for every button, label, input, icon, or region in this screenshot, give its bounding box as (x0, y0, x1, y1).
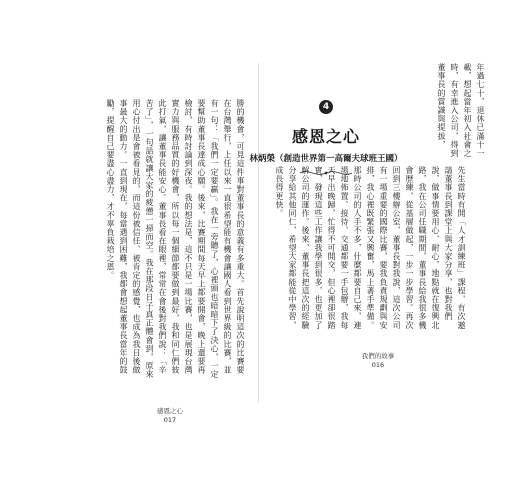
right-page-opening-text: 年過七十，退休已滿十一載，想起當年初入社會之時，有幸進入公司，得到董事長的賞識與提拔， (437, 63, 485, 158)
right-footer-title: 我們的故事 (361, 352, 395, 360)
right-page-body-text: 先生當時有開「人才訓練班」課程，有次邀請董事長到課堂上與大家分享，也對我們說，做事情要用心、耐心，地點就在復興北路，我在公司任職期間，董事長給我很多機會歷練，從基層做起，一步一步學習。再次回到三樓辦公室，董事長對我說，這次公司有一場重要的國際比賽，要我負責規劃與安排，我心裡既緊張又興奮，馬上著手準備。那時公司的人手不多，什麼都要自己來，連場地佈置、接待、交通都要一手包辦，我每天早出晚歸，忙得不可開交，但心裡卻很踏實，發現這些工作讓我學到很多，也更加了解公司的運作。後來，董事長把這次的經驗分享給其他同仁，希望大家都能從中學習，成長得更快。 (275, 166, 466, 330)
left-page-number: 017 (163, 416, 177, 424)
left-page-body-text: 勝的機會，可見這件事對董事長的意義有多重大。首先說明這次的比賽要在台灣舉行，上任以來一直很希望能有機會讓國人看到世界級的比賽，並有一句：「我們一定要贏」。我在一旁聽了，心裡頭也暗暗下了決心，一定要幫助董事長達成心願。後來，比賽期間每天早上都要開會，晚上還要再檢討，有時討論到深夜。我的想法是，這不只是一場比賽，也是展現台灣實力與服務品質的好機會，所以每一個細節都要做到最好，我和同仁們彼此打氣，讓董事長能安心。董事長看在眼裡，常常在會後對我們說：「辛苦了」，一句話就讓大家的疲憊一掃而空。我在那段日子真正體會到，原來用心付出是會被看見的，而這份被信任、被肯定的感覺，也成為我日後做事最大的動力。一直到現在，每當遇到困難，我都會想起董事長當年的鼓勵，提醒自己要盡心盡力，才不辜負栽培之恩。 (106, 99, 245, 379)
left-footer-title: 感恩之心 (157, 407, 183, 415)
chapter-number-badge: 4 (319, 100, 333, 114)
left-page (40, 55, 259, 425)
chapter-author-line: 林炳榮（創造世界第一高爾夫球班王國） (249, 154, 403, 164)
left-page-footer (150, 407, 190, 425)
chapter-title: 感恩之心 (291, 127, 360, 146)
right-page-footer (348, 352, 408, 370)
right-page-number: 016 (371, 361, 385, 369)
